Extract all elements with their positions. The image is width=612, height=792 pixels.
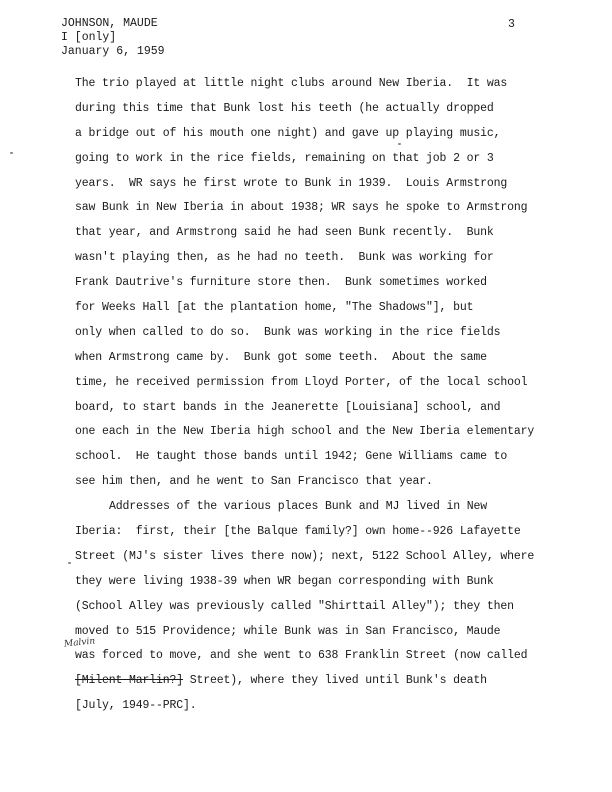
text-line: [July, 1949--PRC]. <box>75 699 197 713</box>
struck-text: [Milent Marlin?] <box>75 674 184 688</box>
text-line: going to work in the rice fields, remaining on that job 2 or 3 <box>75 151 494 165</box>
session-label: I [only] <box>61 31 117 44</box>
text-line: board, to start bands in the Jeanerette [Louisiana] school, and <box>75 400 501 414</box>
handwritten-correction: Malvin <box>63 636 96 650</box>
page-number: 3 <box>508 18 515 31</box>
text-line: wasn't playing then, as he had no teeth. Bunk was working for <box>75 251 494 265</box>
interviewee-name: JOHNSON, MAUDE <box>61 17 158 30</box>
text-line: for Weeks Hall [at the plantation home, "The Shadows"], but <box>75 301 474 315</box>
text-line: they were living 1938-39 when WR began corresponding with Bunk <box>75 574 494 588</box>
text-line-with-strikeout <box>75 669 585 694</box>
text-line: The trio played at little night clubs around New Iberia. It was <box>75 77 508 90</box>
text-line: was forced to move, and she went to 638 Franklin Street (now called <box>75 649 528 663</box>
text-line: (School Alley was previously called "Shirttail Alley"); they then <box>75 599 514 613</box>
text-line: time, he received permission from Lloyd Porter, of the local school <box>75 375 528 389</box>
text-line: that year, and Armstrong said he had seen Bunk recently. Bunk <box>75 226 494 240</box>
text-line: a bridge out of his mouth one night) and gave up playing music, <box>75 126 501 140</box>
text-line: years. WR says he first wrote to Bunk in 1939. Louis Armstrong <box>75 176 508 190</box>
text-line: when Armstrong came by. Bunk got some teeth. About the same <box>75 350 487 364</box>
text-line: school. He taught those bands until 1942; Gene Williams came to <box>75 450 508 464</box>
scan-speck <box>10 152 13 154</box>
text-line: Frank Dautrive's furniture store then. Bunk sometimes worked <box>75 276 487 290</box>
text-line: during this time that Bunk lost his teeth (he actually dropped <box>75 101 494 115</box>
line-remainder: Street), where they lived until Bunk's death <box>183 674 487 688</box>
scan-speck <box>68 562 71 564</box>
scan-speck <box>398 143 401 145</box>
text-line: saw Bunk in New Iberia in about 1938; WR says he spoke to Armstrong <box>75 201 528 215</box>
interview-date: January 6, 1959 <box>61 45 165 58</box>
text-line: one each in the New Iberia high school and the New Iberia elementary <box>75 425 535 439</box>
text-line: moved to 515 Providence; while Bunk was in San Francisco, Maude <box>75 624 501 638</box>
text-line: Street (MJ's sister lives there now); next, 5122 School Alley, where <box>75 549 535 563</box>
transcript-body <box>75 72 585 719</box>
text-line: only when called to do so. Bunk was working in the rice fields <box>75 325 501 339</box>
paragraph-start-line: Addresses of the various places Bunk and MJ lived in New <box>109 500 488 514</box>
text-line: Iberia: first, their [the Balque family?] own home--926 Lafayette <box>75 525 521 539</box>
text-line: see him then, and he went to San Francisco that year. <box>75 475 433 489</box>
document-header <box>61 17 165 59</box>
